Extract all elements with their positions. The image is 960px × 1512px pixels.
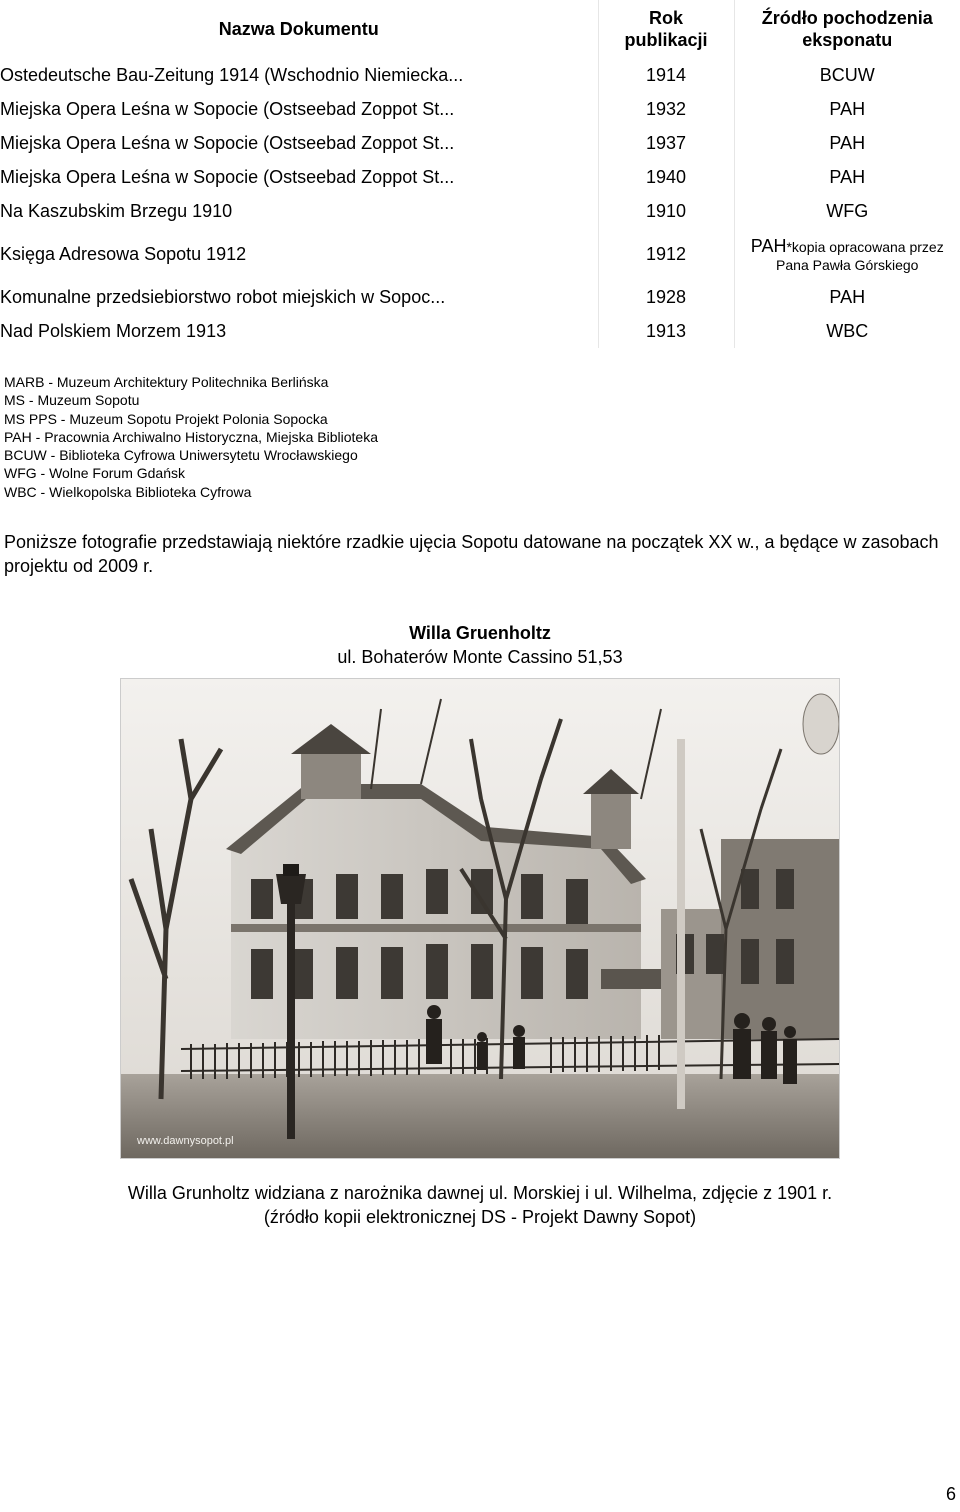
photo-caption: [0, 1181, 960, 1229]
legend-item: MARB - Muzeum Architektury Politechnika Berlińska: [4, 374, 329, 390]
document-name: Miejska Opera Leśna w Sopocie (Ostseebad Zoppot St...: [0, 98, 455, 119]
source-code: PAH: [829, 286, 866, 307]
source-code: PAH: [829, 98, 866, 119]
document-name: Ostedeutsche Bau-Zeitung 1914 (Wschodnio Niemiecka...: [0, 64, 464, 85]
document-name: Miejska Opera Leśna w Sopocie (Ostseebad Zoppot St...: [0, 166, 455, 187]
source-note: *kopia opracowana przez: [786, 238, 944, 255]
source-code: PAH: [829, 166, 866, 187]
legend-item: PAH - Pracownia Archiwalno Historyczna, Miejska Biblioteka: [4, 428, 378, 445]
legend-item: WBC - Wielkopolska Biblioteka Cyfrowa: [4, 483, 252, 500]
legend-item: MS - Muzeum Sopotu: [4, 392, 140, 409]
source-code: PAH: [750, 235, 787, 256]
publication-year: 1940: [598, 160, 734, 194]
photo-title: Willa Gruenholtz: [409, 623, 551, 643]
publication-year: 1910: [598, 194, 734, 228]
legend-item: MS PPS - Muzeum Sopotu Projekt Polonia Sopocka: [4, 410, 328, 427]
source-cell-with-note: [734, 228, 960, 280]
document-name: Nad Polskiem Morzem 1913: [0, 320, 227, 341]
table-row: [0, 160, 960, 194]
photo-title-block: [0, 621, 960, 669]
header-source: [734, 0, 960, 58]
publication-year: 1912: [598, 228, 734, 280]
document-name: Na Kaszubskim Brzegu 1910: [0, 200, 233, 221]
table-row: [0, 280, 960, 314]
publication-year: 1914: [598, 58, 734, 92]
publication-year: 1937: [598, 126, 734, 160]
street-lamp-globe: [803, 694, 839, 754]
publication-year: 1928: [598, 280, 734, 314]
document-name: Miejska Opera Leśna w Sopocie (Ostseebad Zoppot St...: [0, 132, 455, 153]
header-publication-year: [598, 0, 734, 58]
caption-line2: (źródło kopii elektronicznej DS - Projekt Dawny Sopot): [263, 1207, 697, 1227]
photo-address: ul. Bohaterów Monte Cassino 51,53: [337, 647, 623, 667]
header-source-line2: eksponatu: [802, 30, 893, 50]
source-note-line2: Pana Pawła Górskiego: [776, 256, 919, 273]
source-code: WFG: [826, 200, 869, 221]
table-row: [0, 92, 960, 126]
publication-year: 1932: [598, 92, 734, 126]
villa-photo: [120, 678, 840, 1159]
documents-table: [0, 0, 960, 348]
abbreviations-legend: [4, 373, 378, 501]
legend-item: WFG - Wolne Forum Gdańsk: [4, 465, 186, 482]
source-code: WBC: [826, 320, 869, 341]
table-header-row: [0, 0, 960, 58]
header-source-line1: Źródło pochodzenia: [761, 8, 933, 28]
header-document-name: Nazwa Dokumentu: [218, 19, 379, 39]
document-name: Komunalne przedsiebiorstwo robot miejskich w Sopoc...: [0, 286, 446, 307]
publication-year: 1913: [598, 314, 734, 348]
table-row: [0, 126, 960, 160]
source-code: BCUW: [819, 64, 875, 85]
intro-paragraph: Poniższe fotografie przedstawiają niektóre rzadkie ujęcia Sopotu datowane na początek XX w., a będące w zasobach projektu od 2009 r.: [4, 532, 939, 576]
photo-watermark: www.dawnysopot.pl: [137, 1135, 234, 1147]
villa-photo-illustration: [121, 679, 839, 1158]
header-year-line1: Rok: [648, 8, 683, 28]
table-row: [0, 314, 960, 348]
header-year-line2: publikacji: [624, 30, 708, 50]
source-code: PAH: [829, 132, 866, 153]
documents-table-section: [0, 0, 960, 348]
table-row: [0, 58, 960, 92]
caption-line1: Willa Grunholtz widziana z narożnika dawnej ul. Morskiej i ul. Wilhelma, zdjęcie z 1901 r.: [127, 1183, 833, 1203]
source-line1: [735, 236, 960, 257]
table-row: [0, 194, 960, 228]
document-name: Księga Adresowa Sopotu 1912: [0, 243, 247, 264]
table-row: [0, 228, 960, 280]
legend-item: BCUW - Biblioteka Cyfrowa Uniwersytetu Wrocławskiego: [4, 447, 358, 464]
page-number: 6: [945, 1484, 956, 1504]
telegraph-pole: [677, 739, 685, 1109]
